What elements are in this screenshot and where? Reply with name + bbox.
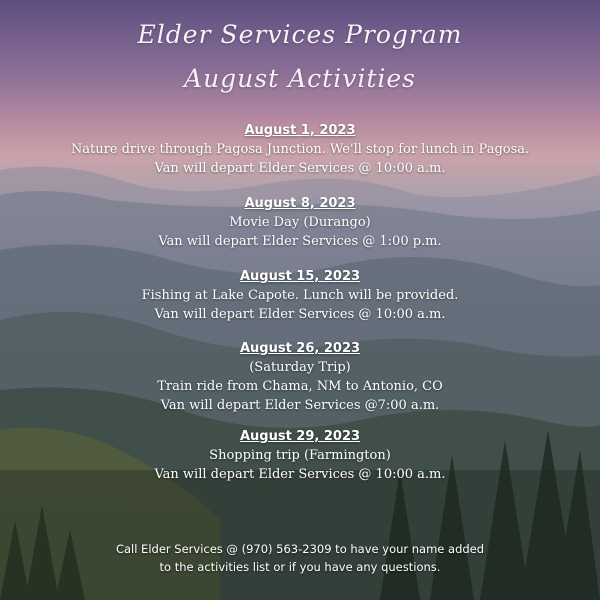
event-date: August 29, 2023	[239, 429, 361, 444]
event-date: August 15, 2023	[239, 269, 361, 284]
event-description: Shopping trip (Farmington)	[209, 448, 391, 463]
event-aug-1	[0, 121, 600, 178]
page-subtitle: August Activities	[184, 64, 416, 93]
event-note: (Saturday Trip)	[249, 360, 351, 375]
event-departure: Van will depart Elder Services @ 1:00 p.m.	[158, 234, 442, 249]
event-departure: Van will depart Elder Services @ 10:00 a.m.	[154, 307, 446, 322]
event-departure: Van will depart Elder Services @ 10:00 a.m.	[154, 161, 446, 176]
event-aug-15	[0, 267, 600, 324]
event-description: Train ride from Chama, NM to Antonio, CO	[157, 379, 443, 394]
event-aug-29	[0, 427, 600, 484]
event-description: Fishing at Lake Capote. Lunch will be provided.	[141, 288, 459, 303]
event-description: Nature drive through Pagosa Junction. We'll stop for lunch in Pagosa.	[70, 142, 530, 157]
event-date: August 26, 2023	[239, 341, 361, 356]
event-date: August 8, 2023	[244, 196, 356, 211]
page-title: Elder Services Program	[137, 20, 463, 49]
footer-line: Call Elder Services @ (970) 563-2309 to have your name added	[115, 542, 485, 556]
event-aug-8	[0, 194, 600, 251]
event-description: Movie Day (Durango)	[229, 215, 371, 230]
footer-line: to the activities list or if you have any questions.	[159, 560, 441, 574]
contact-footer	[0, 540, 600, 576]
event-date: August 1, 2023	[244, 123, 356, 138]
event-departure: Van will depart Elder Services @7:00 a.m.	[160, 398, 440, 413]
event-aug-26	[0, 339, 600, 415]
event-departure: Van will depart Elder Services @ 10:00 a.m.	[154, 467, 446, 482]
